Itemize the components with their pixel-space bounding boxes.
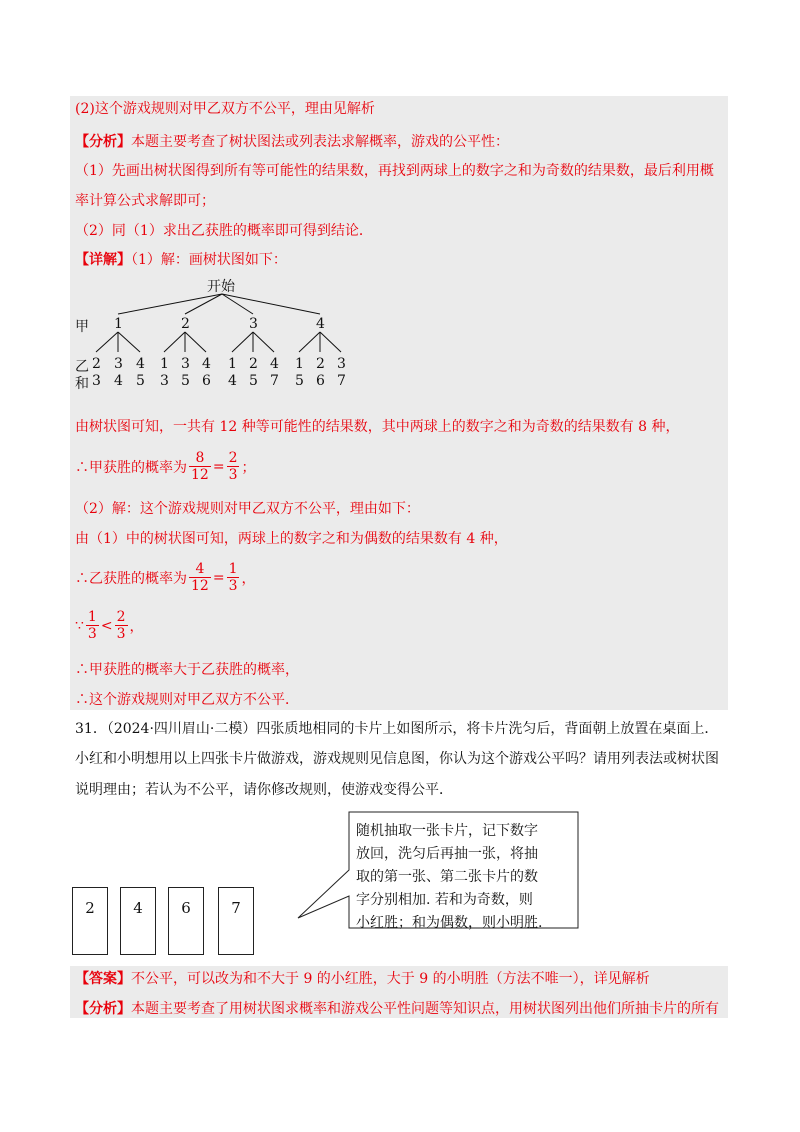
- tree-root: 开始: [207, 279, 235, 295]
- equals-sign: =: [212, 569, 225, 586]
- q31-line1: 31．（2024·四川眉山·二模）四张质地相同的卡片上如图所示，将卡片洗匀后，背面朝上放置在桌面上．: [75, 721, 719, 737]
- tree-label-jia: 甲: [75, 319, 89, 335]
- yi-prob-prefix: ∴乙获胜的概率为: [75, 570, 187, 587]
- part2-answer: (2)这个游戏规则对甲乙双方不公平，理由见解析: [75, 101, 375, 117]
- denominator: 12: [191, 578, 209, 594]
- q31-line2: 小红和小明想用以上四张卡片做游戏，游戏规则见信息图，你认为这个游戏公平吗？请用列表法或树状图: [75, 751, 719, 767]
- tree-he: 3: [92, 373, 101, 389]
- tree-he: 5: [181, 373, 190, 389]
- analysis-text: 本题主要考查了树状图法或列表法求解概率，游戏的公平性：: [131, 134, 509, 150]
- comparison-suffix: ，: [129, 618, 144, 635]
- because-symbol: ∵: [75, 617, 84, 634]
- jia-probability: [75, 450, 255, 483]
- tree-yi: 3: [337, 356, 346, 372]
- analysis-1b: 率计算公式求解即可；: [75, 193, 215, 209]
- fraction: [115, 609, 128, 642]
- tree-he: 6: [202, 373, 211, 389]
- tree-he: 4: [114, 373, 123, 389]
- less-than-sign: <: [100, 617, 113, 634]
- analysis-1a: （1）先画出树状图得到所有等可能性的结果数，再找到两球上的数字之和为奇数的结果数，最后利用概: [75, 163, 714, 179]
- tree-he: 6: [316, 373, 325, 389]
- numerator: 1: [228, 561, 238, 577]
- bubble-line: 放回，洗匀后再抽一张，将抽: [356, 846, 538, 862]
- tree-jia-4: 4: [316, 316, 325, 332]
- bubble-text: [356, 820, 576, 935]
- tree-he: 5: [136, 373, 145, 389]
- analysis-2: （2）同（1）求出乙获胜的概率即可得到结论．: [75, 223, 373, 239]
- answer-line: [75, 970, 650, 988]
- tree-he: 7: [337, 373, 346, 389]
- fraction: [227, 561, 240, 594]
- tree-he: 3: [160, 373, 169, 389]
- numerator: 8: [189, 450, 211, 467]
- bubble-line: 取的第一张、第二张卡片的数: [356, 869, 538, 885]
- tree-yi: 3: [114, 356, 123, 372]
- yi-prob-suffix: ，: [241, 570, 256, 587]
- detail-line: [75, 251, 287, 269]
- tree-jia-2: 2: [181, 316, 190, 332]
- tree-he: 5: [249, 373, 258, 389]
- denominator: 3: [228, 578, 238, 594]
- tree-yi: 4: [270, 356, 279, 372]
- jia-prob-prefix: ∴甲获胜的概率为: [75, 459, 187, 476]
- analysis2-text: 本题主要考查了用树状图求概率和游戏公平性问题等知识点，用树状图列出他们所抽卡片的所有: [131, 1001, 719, 1017]
- bubble-line: 字分别相加. 若和为奇数，则: [356, 892, 533, 908]
- equals-sign: =: [212, 458, 225, 475]
- even-line: 由（1）中的树状图可知，两球上的数字之和为偶数的结果数有 4 种，: [75, 531, 508, 547]
- card: 2: [72, 887, 108, 955]
- q31-line3: 说明理由；若认为不公平，请你修改规则，使游戏变得公平．: [75, 782, 453, 798]
- denominator: 12: [191, 467, 209, 483]
- conclusion-1: ∴甲获胜的概率大于乙获胜的概率，: [75, 662, 299, 678]
- analysis2-bracket: 【分析】: [75, 1001, 131, 1017]
- fraction: [189, 561, 211, 594]
- card: 6: [168, 887, 204, 955]
- analysis2-line: [75, 1000, 719, 1018]
- answer-bracket: 【答案】: [75, 971, 131, 987]
- detail-bracket: 【详解】: [75, 252, 131, 268]
- solution-shade: [70, 96, 728, 710]
- conclusion-2: ∴这个游戏规则对甲乙双方不公平．: [75, 692, 299, 708]
- bubble-line: 小红胜；和为偶数，则小明胜.: [356, 915, 543, 931]
- card: 4: [120, 887, 156, 955]
- numerator: 2: [116, 609, 126, 625]
- comparison: [75, 609, 144, 642]
- numerator: 2: [228, 450, 238, 466]
- fraction: [227, 450, 240, 483]
- tree-yi: 4: [136, 356, 145, 372]
- fraction: [86, 609, 99, 642]
- analysis-bracket: 【分析】: [75, 134, 131, 150]
- tree-label-he: 和: [75, 376, 89, 392]
- bubble-line: 随机抽取一张卡片，记下数字: [356, 823, 538, 839]
- tree-yi: 1: [228, 356, 237, 372]
- tree-yi: 2: [92, 356, 101, 372]
- tree-yi: 1: [160, 356, 169, 372]
- denominator: 3: [87, 626, 97, 642]
- card: 7: [218, 887, 254, 955]
- tree-yi: 2: [249, 356, 258, 372]
- numerator: 4: [189, 561, 211, 578]
- tree-yi: 2: [316, 356, 325, 372]
- tree-yi: 3: [181, 356, 190, 372]
- denominator: 3: [228, 467, 238, 483]
- fraction: [189, 450, 211, 483]
- tree-he: 4: [228, 373, 237, 389]
- jia-prob-suffix: ；: [241, 459, 256, 476]
- tree-jia-3: 3: [249, 316, 258, 332]
- tree-label-yi: 乙: [75, 359, 89, 375]
- tree-yi: 1: [295, 356, 304, 372]
- tree-jia-1: 1: [114, 316, 123, 332]
- tree-he: 5: [295, 373, 304, 389]
- analysis-line: [75, 133, 509, 151]
- part2-line: （2）解：这个游戏规则对甲乙双方不公平，理由如下：: [75, 501, 420, 517]
- denominator: 3: [116, 626, 126, 642]
- yi-probability: [75, 561, 255, 594]
- numerator: 1: [87, 609, 97, 625]
- result-line: 由树状图可知，一共有 12 种等可能性的结果数，其中两球上的数字之和为奇数的结果数有 8 种，: [75, 419, 680, 435]
- detail-text: （1）解：画树状图如下：: [131, 252, 287, 268]
- tree-yi: 4: [202, 356, 211, 372]
- answer-text: 不公平，可以改为和不大于 9 的小红胜，大于 9 的小明胜（方法不唯一），详见解析: [131, 971, 650, 987]
- tree-he: 7: [270, 373, 279, 389]
